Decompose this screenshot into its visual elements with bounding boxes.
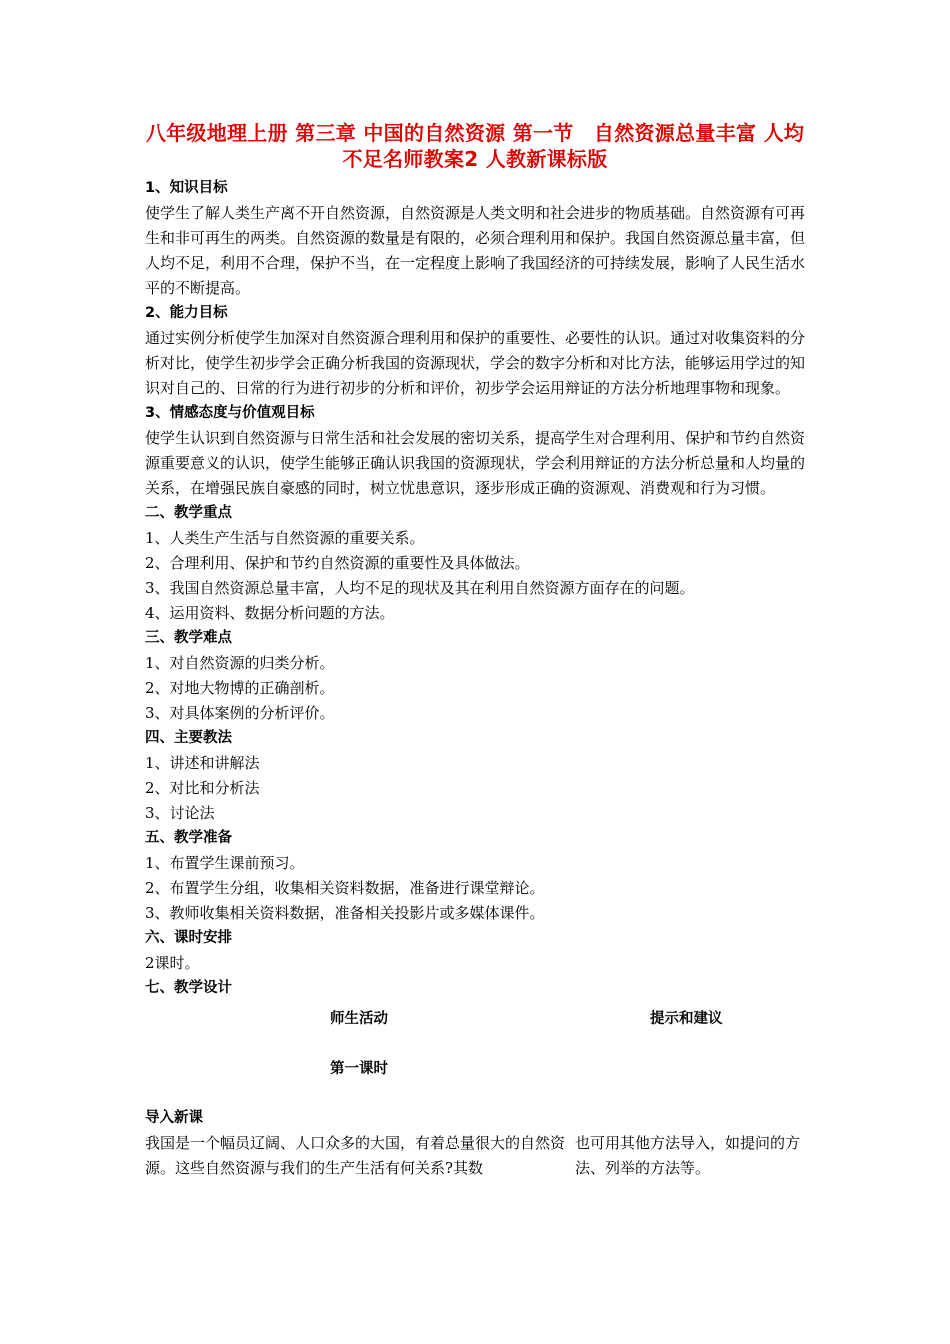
list-item: 2、对地大物博的正确剖析。 (145, 679, 335, 697)
list-item: 3、讨论法 (145, 804, 215, 822)
design-heading: 七、教学设计 (145, 980, 232, 996)
design-row (145, 1131, 805, 1183)
column-header-suggestions: 提示和建议 (650, 1011, 723, 1027)
list-item: 4、运用资料、数据分析问题的方法。 (145, 604, 395, 622)
list-item: 1、布置学生课前预习。 (145, 854, 305, 872)
list-item: 2、布置学生分组，收集相关资料数据，准备进行课堂辩论。 (145, 879, 545, 897)
list-item: 2、对比和分析法 (145, 779, 260, 797)
emotion-text: 使学生认识到自然资源与日常生活和社会发展的密切关系，提高学生对合理利用、保护和节约自然资源重要意义的认识，使学生能够正确认识我国的资源现状，学会利用辩证的方法分析总量和人均量的关系，在增强民族自豪感的同时，树立忧患意识，逐步形成正确的资源观、消费观和行为习惯。 (145, 429, 806, 497)
document-page (145, 120, 805, 1183)
schedule-heading: 六、课时安排 (145, 930, 232, 946)
ability-heading: 2、能力目标 (145, 305, 228, 321)
list-item: 1、对自然资源的归类分析。 (145, 654, 335, 672)
column-header-activities: 师生活动 (330, 1011, 388, 1027)
difficulties-heading: 三、教学难点 (145, 630, 232, 646)
keypoints-heading: 二、教学重点 (145, 505, 232, 521)
preparation-heading: 五、教学准备 (145, 830, 232, 846)
list-item: 1、讲述和讲解法 (145, 754, 260, 772)
ability-text: 通过实例分析使学生加深对自然资源合理利用和保护的重要性、必要性的认识。通过对收集资料的分析对比，使学生初步学会正确分析我国的资源现状，学会的数字分析和对比方法，能够运用学过的知识对自己的、日常的行为进行初步的分析和评价，初步学会运用辩证的方法分析地理事物和现象。 (145, 329, 806, 397)
emotion-heading: 3、情感态度与价值观目标 (145, 405, 315, 421)
intro-heading: 导入新课 (145, 1110, 203, 1126)
knowledge-heading: 1、知识目标 (145, 180, 228, 196)
design-suggestion-text: 也可用其他方法导入，如提问的方法、列举的方法等。 (575, 1134, 801, 1177)
list-item: 3、教师收集相关资料数据，准备相关投影片或多媒体课件。 (145, 904, 545, 922)
schedule-text: 2课时。 (145, 954, 200, 972)
design-table-header (145, 1001, 805, 1051)
list-item: 3、对具体案例的分析评价。 (145, 704, 335, 722)
list-item: 2、合理利用、保护和节约自然资源的重要性及具体做法。 (145, 554, 530, 572)
lesson-label: 第一课时 (330, 1061, 388, 1077)
methods-heading: 四、主要教法 (145, 730, 232, 746)
design-activity-text: 我国是一个幅员辽阔、人口众多的大国，有着总量很大的自然资源。这些自然资源与我们的生产生活有何关系?其数 (145, 1134, 566, 1177)
document-title: 八年级地理上册 第三章 中国的自然资源 第一节 自然资源总量丰富 人均不足名师教案2 人教新课标版 (145, 121, 805, 171)
list-item: 1、人类生产生活与自然资源的重要关系。 (145, 529, 425, 547)
knowledge-text: 使学生了解人类生产离不开自然资源，自然资源是人类文明和社会进步的物质基础。自然资源有可再生和非可再生的两类。自然资源的数量是有限的，必须合理利用和保护。我国自然资源总量丰富，但人均不足，利用不合理，保护不当，在一定程度上影响了我国经济的可持续发展，影响了人民生活水平的不断提高。 (145, 204, 806, 297)
list-item: 3、我国自然资源总量丰富，人均不足的现状及其在利用自然资源方面存在的问题。 (145, 579, 695, 597)
